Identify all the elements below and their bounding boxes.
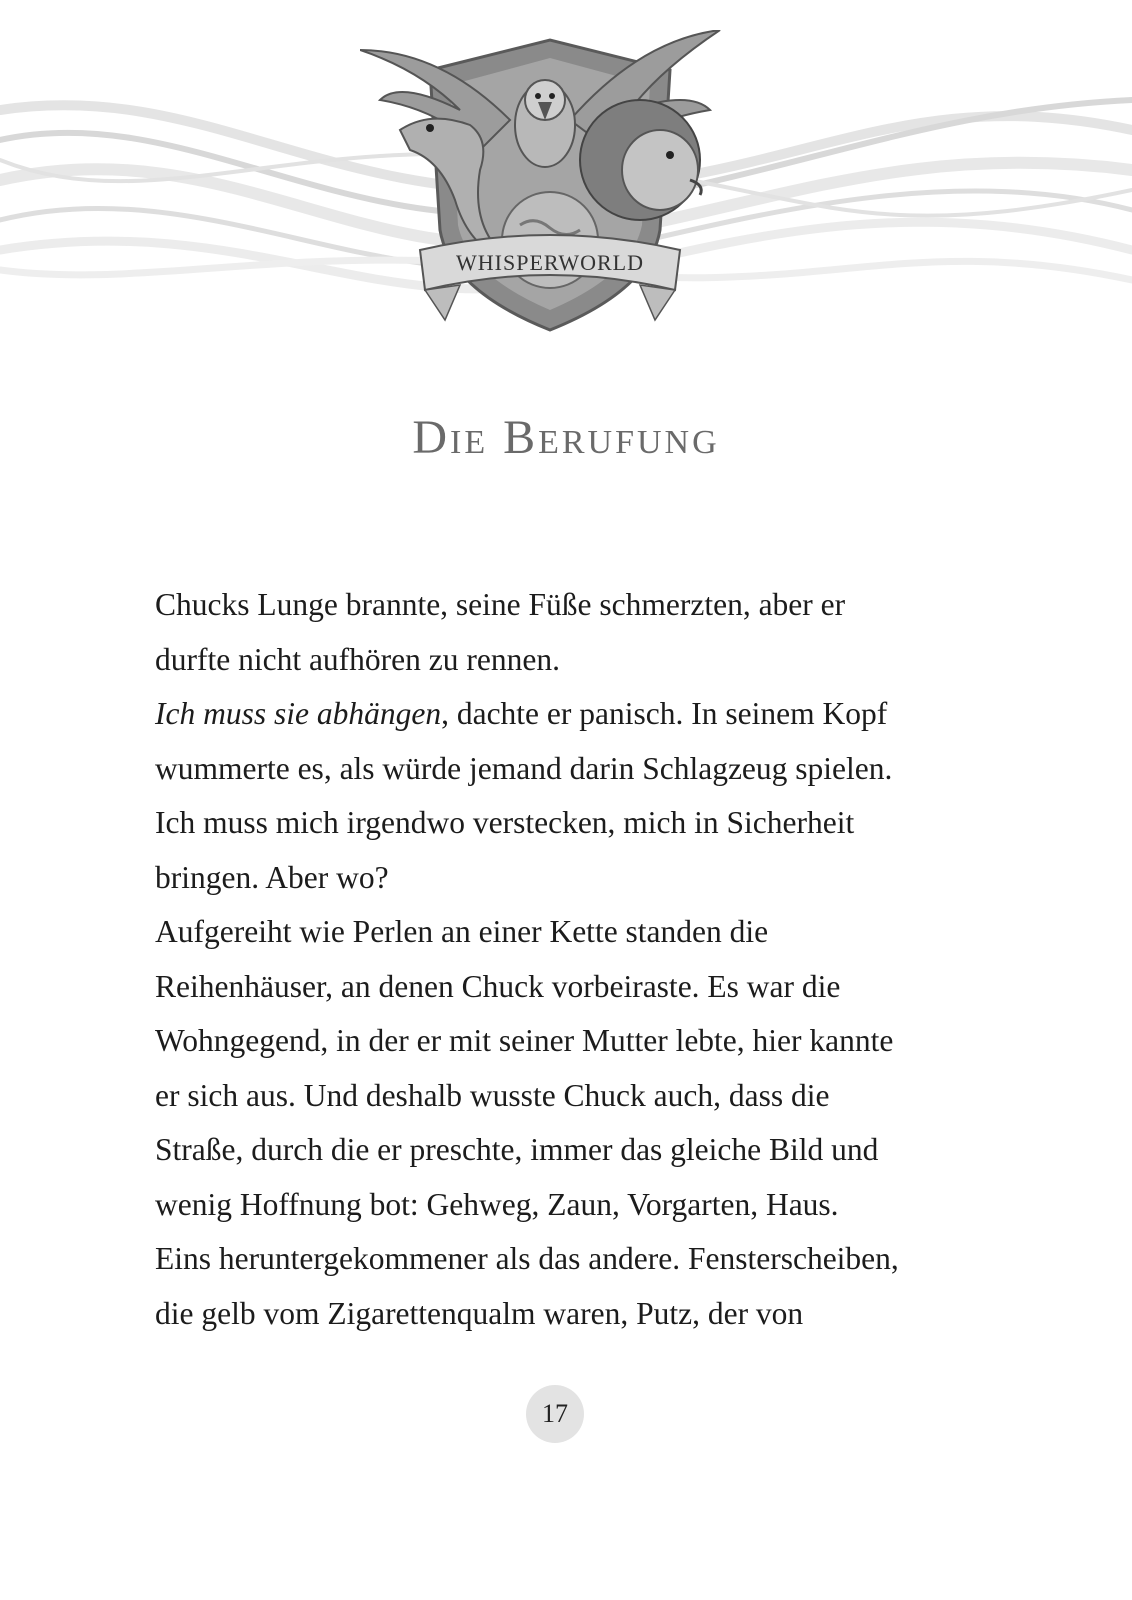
- text-line: Straße, durch die er preschte, immer das gleiche Bild und: [155, 1132, 879, 1167]
- page-number: 17: [526, 1385, 584, 1443]
- text-line: Chucks Lunge brannte, seine Füße schmerzten, aber er: [155, 587, 846, 622]
- text-line: wummerte es, als würde jemand darin Schlagzeug spielen.: [155, 750, 893, 786]
- text-line: er sich aus. Und deshalb wusste Chuck auch, dass die: [155, 1077, 830, 1113]
- text-line: Ich muss mich irgendwo verstecken, mich in Sicherheit: [155, 805, 855, 840]
- text-line: bringen. Aber wo?: [155, 859, 389, 895]
- text-line: Reihenhäuser, an denen Chuck vorbeiraste. Es war die: [155, 968, 841, 1004]
- text-line: durfte nicht aufhören zu rennen.: [155, 641, 560, 677]
- text-line: wenig Hoffnung bot: Gehweg, Zaun, Vorgarten, Haus.: [155, 1186, 839, 1222]
- text-line: Aufgereiht wie Perlen an einer Kette standen die: [155, 914, 769, 949]
- chapter-title: Die Berufung: [412, 411, 720, 464]
- text-line: die gelb vom Zigarettenqualm waren, Putz, der von: [155, 1295, 804, 1331]
- chapter-body: [155, 578, 985, 1341]
- text-line: Ich muss sie abhängen, dachte er panisch. In seinem Kopf: [155, 696, 888, 731]
- emblem-banner-text: WHISPERWORLD: [456, 250, 644, 275]
- whisperworld-emblem: [360, 30, 740, 350]
- text-line: Eins heruntergekommener als das andere. Fensterscheiben,: [155, 1241, 899, 1276]
- text-line: Wohngegend, in der er mit seiner Mutter lebte, hier kannte: [155, 1023, 894, 1058]
